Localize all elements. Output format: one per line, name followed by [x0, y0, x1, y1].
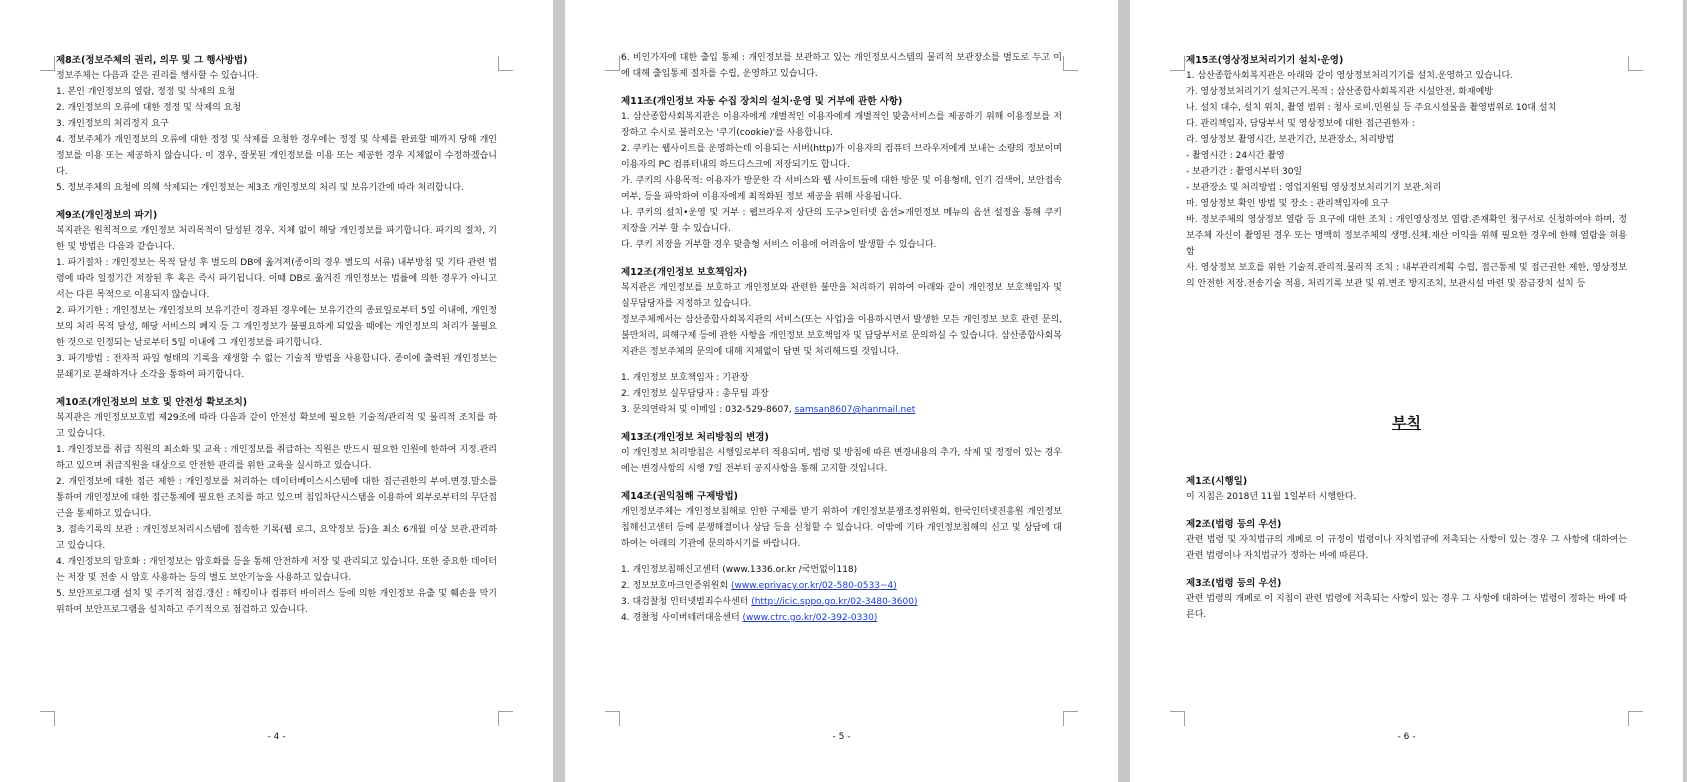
supplementary-article-2	[1186, 518, 1627, 564]
crop-mark	[498, 56, 513, 71]
article-heading: 제8조(정보주체의 권리, 의무 및 그 행사방법)	[56, 55, 248, 66]
paragraph: 3. 접속기록의 보관 : 개인정보처리시스템에 접속한 기록(웹 로그, 요약정보 등)을 최소 6개월 이상 보관.관리하고 있습니다.	[56, 525, 497, 551]
paragraph: 정보주체께서는 삼산종합사회복지관의 서비스(또는 사업)을 이용하시면서 발생한 모든 개인정보 보호 관련 문의, 불만처리, 피해구제 등에 관한 사항을 개인정보 보호책임자 및 담당부서로 문의하실 수 있습니다. 삼산종합사회복지관은 정보주체의 문의에 대해 지체없이 답변 및 처리해드릴 것입니다.	[621, 315, 1062, 357]
paragraph: 1. 파기절차 : 개인정보는 목적 달성 후 별도의 DB에 옮겨져(종이의 경우 별도의 서류) 내부방침 및 기타 관련 법령에 따라 일정기간 저장된 후 혹은 즉시 파기됩니다. 이때 DB로 옮겨진 개인정보는 법률에 의한 경우가 아니고서는 다른 목적으로 이용되지 않습니다.	[56, 258, 497, 300]
paragraph: 5. 정보주체의 요청에 의해 삭제되는 개인정보는 제3조 개인정보의 처리 및 보유기간에 따라 처리합니다.	[56, 183, 464, 193]
paragraph: 1. 개인정보를 취급 직원의 최소화 및 교육 : 개인정보를 취급하는 직원은 반드시 필요한 인원에 한하여 지정.관리하고 있으며 취급직원을 대상으로 안전한 관리를 위한 교육을 실시하고 있습니다.	[56, 445, 497, 471]
article-heading: 제3조(법령 등의 우선)	[1186, 578, 1282, 589]
crop-mark	[40, 56, 55, 71]
agency-label: 2. 정보보호마크인증위원회	[621, 581, 731, 591]
paragraph: 2. 개인정보의 오류에 대한 정정 및 삭제의 요청	[56, 103, 242, 113]
paragraph: 바. 정보주체의 영상정보 열람 등 요구에 대한 조치 : 개인영상정보 열람.존재확인 청구서로 신청하여야 하며, 정보주체 자신이 촬영된 경우 또는 명백히 정보주체의 생명.신체.재산 이익을 위해 필요한 경우에 한해 열람을 허용함	[1186, 215, 1627, 257]
crop-mark	[1170, 56, 1185, 71]
paragraph: 관련 법령 및 자치법규의 개폐로 이 규정이 법령이나 자치법규에 저촉되는 사항이 있는 경우 그 사항에 대하여는 관련 법령이나 자치법규가 정하는 바에 따른다.	[1186, 535, 1627, 561]
crop-mark	[1063, 56, 1078, 71]
document-page-6	[1130, 0, 1683, 782]
page-number: - 6 -	[1397, 732, 1416, 742]
agency-link[interactable]: (http://icic.sppo.go.kr/02-3480-3600)	[751, 597, 918, 607]
paragraph: 사. 영상정보 보호를 위한 기술적.관리적.물리적 조치 : 내부관리계획 수립, 접근통제 및 접근권한 제한, 영상정보의 안전한 저장.전송기술 적용, 처리기록 보관 및 위.변조 방지조치, 보관시설 마련 및 잠금장치 설치 등	[1186, 263, 1627, 289]
appendix-title: 부칙	[1392, 414, 1421, 432]
paragraph: 4. 정보주체가 개인정보의 오류에 대한 정정 및 삭제를 요청한 경우에는 정정 및 삭제를 완료할 때까지 당해 개인정보를 이용 또는 제공하지 않습니다. 이 경우, 잘못된 개인정보를 이용 또는 제공한 경우 지체없이 수정하겠습니다.	[56, 135, 497, 177]
article-8	[56, 54, 497, 196]
article-heading: 제12조(개인정보 보호책임자)	[621, 267, 748, 278]
paragraph: 다. 관리책임자, 담당부서 및 영상정보에 대한 접근권한자 :	[1186, 119, 1415, 129]
paragraph: 가. 쿠키의 사용목적: 이용자가 방문한 각 서비스와 웹 사이트들에 대한 방문 및 이용형태, 인기 검색어, 보안접속 여부, 등을 파악하여 이용자에게 최적화된 정보 제공을 위해 사용됩니다.	[621, 176, 1062, 202]
crop-mark	[1628, 711, 1643, 726]
paragraph: 복지관은 원칙적으로 개인정보 처리목적이 달성된 경우, 지체 없이 해당 개인정보를 파기합니다. 파기의 절차, 기한 및 방법은 다음과 같습니다.	[56, 226, 497, 252]
article-11	[621, 95, 1062, 253]
paragraph: 복지관은 개인정보보호법 제29조에 따라 다음과 같이 안전성 확보에 필요한 기술적/관리적 및 물리적 조치를 하고 있습니다.	[56, 413, 497, 439]
paragraph: 나. 쿠키의 설치•운영 및 거부 : 웹브라우저 상단의 도구>인터넷 옵션>개인정보 메뉴의 옵션 설정을 통해 쿠키 저장을 거부 할 수 있습니다.	[621, 208, 1062, 234]
paragraph: 나. 설치 대수, 설치 위치, 촬영 범위 : 청사 로비.민원실 등 주요시설물을 촬영범위로 10대 설치	[1186, 103, 1557, 113]
contact-label: 3. 문의연락처 및 이메일 : 032-529-8607,	[621, 405, 795, 415]
article-heading: 제9조(개인정보의 파기)	[56, 210, 158, 221]
article-13	[621, 431, 1062, 477]
page-number: - 4 -	[267, 732, 286, 742]
paragraph: 4. 개인정보의 암호화 : 개인정보는 암호화를 등을 통해 안전하게 저장 및 관리되고 있습니다. 또한 중요한 데이터는 저장 및 전송 시 암호 사용하는 등의 별도 보안기능을 사용하고 있습니다.	[56, 557, 497, 583]
article-heading: 제2조(법령 등의 우선)	[1186, 519, 1282, 530]
list-item	[621, 562, 1062, 578]
paragraph: 6. 비인가자에 대한 출입 통제 : 개인정보를 보관하고 있는 개인정보시스템의 물리적 보관장소를 별도로 두고 이에 대해 출입통제 절차를 수립, 운영하고 있습니다.	[621, 53, 1062, 79]
agency-label: 3. 대검찰청 인터넷범죄수사센터	[621, 597, 752, 607]
agency-label: 1. 개인정보침해신고센터 (www.1336.or.kr /국번없이118)	[621, 565, 858, 575]
crop-mark	[605, 56, 620, 71]
paragraph: 1. 삼산종합사회복지관은 이용자에게 개별적인 이용자에게 개별적인 맞춤서비스를 제공하기 위해 이용정보를 저장하고 수시로 불러오는 '쿠기(cookie)'를 사용합니다.	[621, 112, 1062, 138]
paragraph: - 보관기간 : 촬영시부터 30일	[1186, 167, 1303, 177]
paragraph: 3. 파기방법 : 전자적 파일 형태의 기록을 재생할 수 없는 기술적 방법을 사용합니다. 종이에 출력된 개인정보는 분쇄기로 분쇄하거나 소각을 통하여 파기합니다.	[56, 354, 497, 380]
paragraph: 5. 보안프로그램 설치 및 주기적 점검.갱신 : 해킹이나 컴퓨터 바이러스 등에 의한 개인정보 유출 및 훼손을 막기 위하여 보안프로그램을 설치하고 주기적으로 점검하고 있습니다.	[56, 589, 497, 615]
paragraph: 다. 쿠키 저장을 거부할 경우 맞춤형 서비스 이용에 어려움이 발생할 수 있습니다.	[621, 240, 937, 250]
paragraph: 2. 쿠키는 웹사이트를 운영하는데 이용되는 서버(http)가 이용자의 컴퓨터 브라우저에게 보내는 소량의 정보이며 이용자의 PC 컴퓨터내의 하드디스크에 저장되기도 합니다.	[621, 144, 1062, 170]
article-9	[56, 209, 497, 383]
paragraph: - 보관장소 및 처리방법 : 영업지원팀 영상정보처리기기 보관.처리	[1186, 183, 1442, 193]
paragraph: 마. 영상정보 확인 방법 및 장소 : 관리책임자에 요구	[1186, 199, 1389, 209]
agency-label: 4. 경찰청 사이버테러대응센터	[621, 613, 743, 623]
article-14	[621, 490, 1062, 626]
supplementary-article-3	[1186, 577, 1627, 623]
crop-mark	[40, 711, 55, 726]
page-number: - 5 -	[832, 732, 851, 742]
article-heading: 제15조(영상정보처리기기 설치·운영)	[1186, 55, 1344, 66]
list-item	[621, 610, 1062, 626]
paragraph: 개인정보주체는 개인정보침해로 인한 구제를 받기 위하여 개인정보분쟁조정위원회, 한국인터넷진흥원 개인정보침해신고센터 등에 분쟁해결이나 상담 등을 신청할 수 있습니다. 이밖에 기타 개인정보침해의 신고 및 상담에 대하여는 아래의 기관에 문의하시기를 바랍니다.	[621, 507, 1062, 549]
crop-mark	[1170, 711, 1185, 726]
paragraph: 1. 본인 개인정보의 열람, 정정 및 삭제의 요청	[56, 87, 236, 97]
list-item	[621, 594, 1062, 610]
paragraph: 정보주체는 다음과 같은 권리를 행사할 수 있습니다.	[56, 71, 259, 81]
paragraph: 2. 파기기한 : 개인정보는 개인정보의 보유기간이 경과된 경우에는 보유기간의 종료일로부터 5일 이내에, 개인정보의 처리 목적 달성, 해당 서비스의 폐지 등 그 개인정보가 불필요하게 되었을 때에는 개인정보의 처리가 불필요한 것으로 인정되는 날로부터 5일 이내에 그 개인정보를 파기합니다.	[56, 306, 497, 348]
crop-mark	[498, 711, 513, 726]
list-item: 2. 개인정보 실무담당자 : 총무팀 과장	[621, 389, 769, 399]
list-item	[621, 578, 1062, 594]
email-link[interactable]: samsan8607@hanmail.net	[794, 405, 916, 415]
paragraph: 관련 법령의 개폐로 이 지침이 관련 법령에 저촉되는 사항이 있는 경우 그 사항에 대하여는 법령이 정하는 바에 따른다.	[1186, 594, 1627, 620]
agency-link[interactable]: (www.ctrc.go.kr/02-392-0330)	[742, 613, 878, 623]
paragraph: 이 개인정보 처리방침은 시행일로부터 적용되며, 법령 및 방침에 따른 변경내용의 추가, 삭제 및 정정이 있는 경우에는 변경사항의 시행 7일 전부터 공지사항을 통해 고지할 것입니다.	[621, 448, 1062, 474]
crop-mark	[1628, 56, 1643, 71]
paragraph: 2. 개인정보에 대한 접근 제한 : 개인정보를 처리하는 데이터베이스시스템에 대한 접근권한의 부여.변경.말소를 통하여 개인정보에 대한 접근통제에 필요한 조치를 하고 있으며 침입차단시스템을 이용하여 외부로부터의 무단접근을 통제하고 있습니다.	[56, 477, 497, 519]
document-page-5	[565, 0, 1118, 782]
article-10-continued	[621, 50, 1062, 82]
agency-link[interactable]: (www.eprivacy.or.kr/02-580-0533~4)	[730, 581, 897, 591]
crop-mark	[605, 711, 620, 726]
contact-line	[621, 402, 1062, 418]
article-heading: 제14조(권익침해 구제방법)	[621, 491, 738, 502]
document-page-4	[0, 0, 553, 782]
article-heading: 제11조(개인정보 자동 수집 장치의 설치·운영 및 거부에 관한 사항)	[621, 96, 903, 107]
crop-mark	[1063, 711, 1078, 726]
article-12	[621, 266, 1062, 418]
paragraph: 1. 삼산종합사회복지관은 아래와 같이 영상정보처리기기를 설치.운영하고 있습니다.	[1186, 71, 1514, 81]
article-15	[1186, 54, 1627, 292]
article-heading: 제1조(시행일)	[1186, 476, 1248, 487]
paragraph: 라. 영상정보 촬영시간, 보관기간, 보관장소, 처리방법	[1186, 135, 1395, 145]
article-10	[56, 396, 497, 618]
list-item: 1. 개인정보 보호책임자 : 기관장	[621, 373, 749, 383]
supplementary-article-1	[1186, 475, 1627, 505]
article-heading: 제13조(개인정보 처리방침의 변경)	[621, 432, 769, 443]
article-heading: 제10조(개인정보의 보호 및 안전성 확보조치)	[56, 397, 248, 408]
paragraph: 복지관은 개인정보를 보호하고 개인정보와 관련한 불만을 처리하기 위하여 아래와 같이 개인정보 보호책임자 및 실무담당자를 지정하고 있습니다.	[621, 283, 1062, 309]
paragraph: 가. 영상정보처리기기 설치근거.목적 : 삼산종합사회복지관 시설안전, 화재예방	[1186, 87, 1493, 97]
paragraph: 3. 개인정보의 처리정지 요구	[56, 119, 169, 129]
paragraph: - 촬영시간 : 24시간 촬영	[1186, 151, 1285, 161]
paragraph: 이 지침은 2018년 11월 1일부터 시행한다.	[1186, 492, 1357, 502]
